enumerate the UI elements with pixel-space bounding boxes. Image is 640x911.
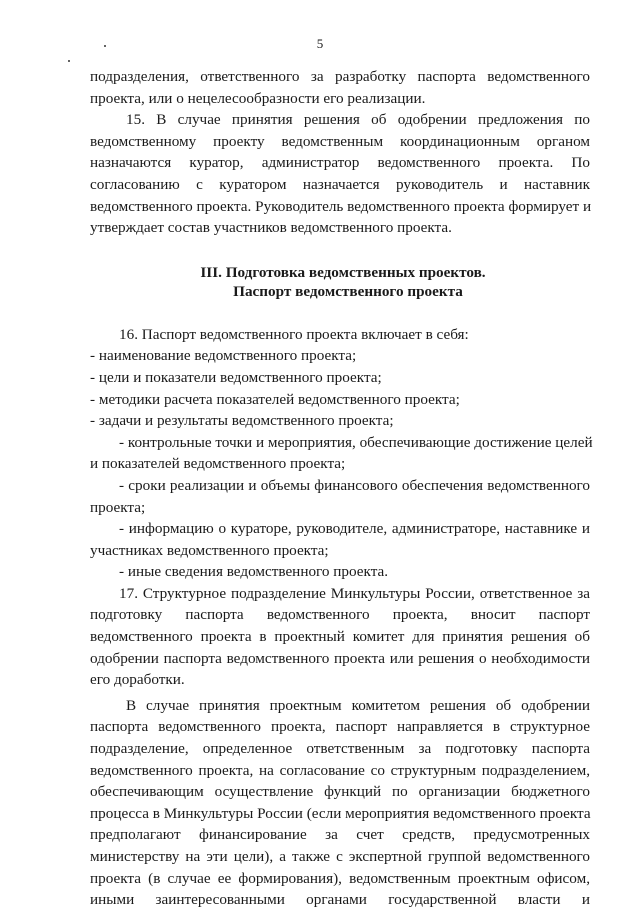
text-line: 15. В случае принятия решения об одобрении предложения по <box>126 111 590 129</box>
list-item: - наименование ведомственного проекта; <box>90 347 357 365</box>
page-number: 5 <box>316 36 324 51</box>
text-line: ведомственного проекта. Руководитель ведомственного проекта формирует и <box>90 197 592 215</box>
list-item: - сроки реализации и объемы финансового обеспечения ведомственного <box>119 476 590 494</box>
document-body <box>90 66 593 911</box>
text-line: иными заинтересованными органами государственной власти и <box>90 891 590 909</box>
text-line: обеспечивающим осуществление функций по организации бюджетного <box>90 783 590 801</box>
scan-speck <box>68 60 70 62</box>
text-line: и показателей ведомственного проекта; <box>90 455 346 473</box>
text-line: участниках ведомственного проекта; <box>90 541 329 559</box>
list-item: - контрольные точки и мероприятия, обеспечивающие достижение целей <box>119 433 593 451</box>
text-line: подразделение, определенное ответственным за подготовку паспорта <box>90 740 590 758</box>
text-line: 16. Паспорт ведомственного проекта включает в себя: <box>119 325 469 343</box>
text-line: согласованию с куратором назначается руководитель и наставник <box>90 175 590 193</box>
text-line: 17. Структурное подразделение Минкультуры России, ответственное за <box>119 584 590 602</box>
list-item: - цели и показатели ведомственного проекта; <box>90 368 382 386</box>
list-item: - методики расчета показателей ведомственного проекта; <box>90 390 460 408</box>
section-heading-line1: III. Подготовка ведомственных проектов. <box>200 263 486 281</box>
section-heading-line2: Паспорт ведомственного проекта <box>233 282 463 300</box>
list-item: - задачи и результаты ведомственного проекта; <box>90 412 394 430</box>
text-line: В случае принятия проектным комитетом решения об одобрении <box>126 696 590 714</box>
text-line: подготовку паспорта ведомственного проекта, вносит паспорт <box>90 606 590 624</box>
text-line: проекта (в случае ее формирования), ведомственным проектным офисом, <box>90 869 590 887</box>
list-item: - информацию о кураторе, руководителе, администраторе, наставнике и <box>119 520 590 538</box>
text-line: утверждает состав участников ведомственного проекта. <box>90 219 452 237</box>
text-line: проекта; <box>90 498 146 516</box>
text-line: назначаются куратор, администратор ведомственного проекта. По <box>90 154 590 172</box>
scan-speck <box>104 45 106 47</box>
text-line: министерству на эти цели), а также с экспертной группой ведомственного <box>90 848 590 865</box>
text-line: подразделения, ответственного за разработку паспорта ведомственного <box>90 68 590 85</box>
text-line: его доработки. <box>90 671 185 689</box>
list-item: - иные сведения ведомственного проекта. <box>119 563 389 581</box>
text-line: ведомственного проекта в проектный комитет для принятия решения об <box>90 628 590 646</box>
text-line: ведомственного проекта, на согласование со структурным подразделением, <box>90 761 590 779</box>
text-line: процесса в Минкультуры России (если мероприятия ведомственного проекта <box>90 804 591 822</box>
text-line: паспорта ведомственного проекта, паспорт направляется в структурное <box>90 718 590 736</box>
text-line: предполагают финансирование за счет средств, предусмотренных <box>90 826 590 844</box>
text-line: ведомственному проекту ведомственным координационным органом <box>90 132 590 150</box>
text-line: одобрении паспорта ведомственного проекта или решения о необходимости <box>90 649 590 667</box>
text-line: проекта, или о нецелесообразности его реализации. <box>90 89 426 107</box>
